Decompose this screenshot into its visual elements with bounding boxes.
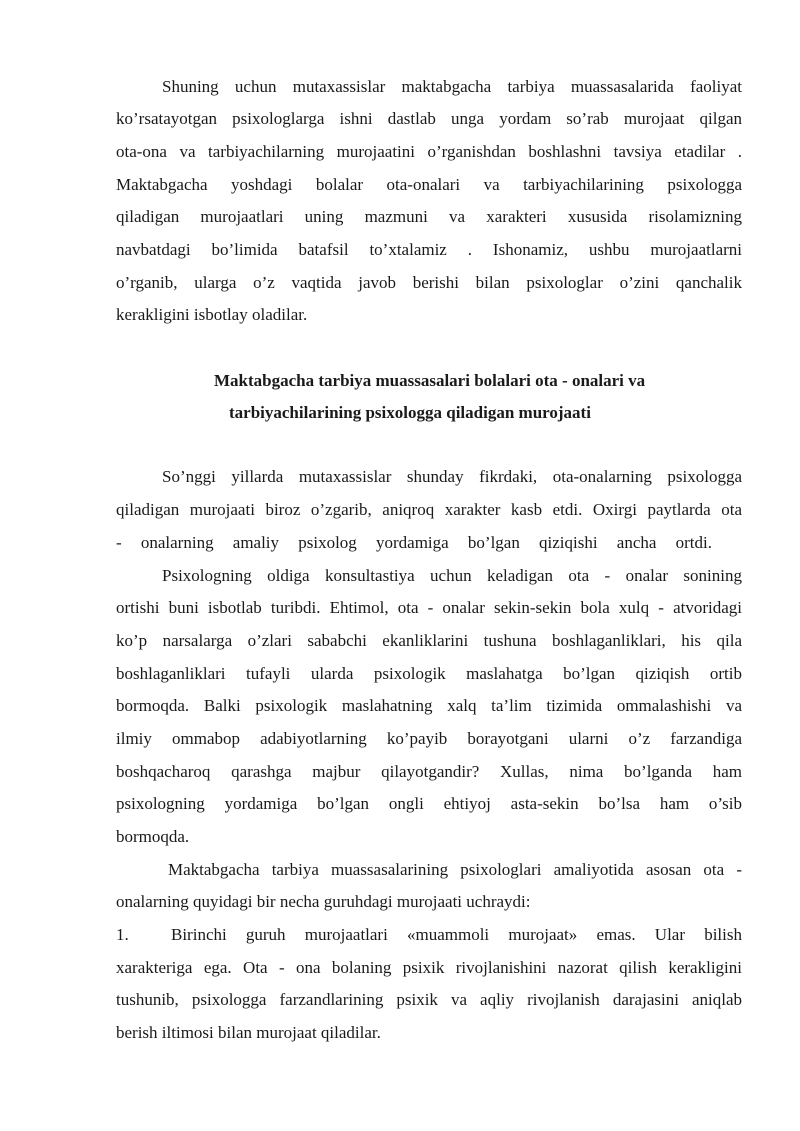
text-line: ko’rsatayotgan psixologlarga ishni dastlab unga yordam so’rab murojaat qilgan [116,109,742,128]
text-line: Birinchi guruh murojaatlari «muammoli murojaat» emas. Ular bilish [171,925,742,944]
text-line: So’nggi yillarda mutaxassislar shunday fikrdaki, ota-onalarning psixologga [162,467,742,486]
text-line: navbatdagi bo’limida batafsil to’xtalamiz . Ishonamiz, ushbu murojaatlarni [116,240,742,259]
text-line: Maktabgacha tarbiya muassasalarining psixologlari amaliyotida asosan ota - [168,860,742,879]
text-line: - onalarning amaliy psixolog yordamiga bo’lgan qiziqishi ancha ortdi. [116,533,712,552]
text-line: berish iltimosi bilan murojaat qiladilar. [116,1023,381,1042]
heading-line-1: Maktabgacha tarbiya muassasalari bolalari ota - onalari va [214,371,646,390]
text-line: ko’p narsalarga o’zlari sababchi ekanliklarini tushuna boshlaganliklari, his qila [116,631,742,650]
text-line: bormoqda. Balki psixologik maslahatning xalq ta’lim tizimida ommalashishi va [116,696,742,715]
text-line: qiladigan murojaati biroz o’zgarib, aniqroq xarakter kasb etdi. Oxirgi paytlarda ota [116,500,742,519]
text-line: psixologning yordamiga bo’lgan ongli ehtiyoj asta-sekin bo’lsa ham o’sib [116,794,742,813]
text-line: boshlaganliklari tufayli ularda psixologik maslahatga bo’lgan qiziqish ortib [116,664,742,683]
text-line: tushunib, psixologga farzandlarining psixik va aqliy rivojlanish darajasini aniqlab [116,990,742,1009]
heading-line-2: tarbiyachilarining psixologga qiladigan murojaati [229,403,591,422]
list-number: 1. [116,925,129,944]
text-line: qiladigan murojaatlari uning mazmuni va xarakteri xususida risolamizning [116,207,742,226]
text-line: xarakteriga ega. Ota - ona bolaning psixik rivojlanishini nazorat qilish kerakligini [116,958,742,977]
text-line: Psixologning oldiga konsultastiya uchun keladigan ota - onalar sonining [162,566,742,585]
text-line: Maktabgacha yoshdagi bolalar ota-onalari va tarbiyachilarining psixologga [116,175,742,194]
text-line: o’rganib, ularga o’z vaqtida javob berishi bilan psixologlar o’zini qanchalik [116,273,742,292]
text-line: kerakligini isbotlay oladilar. [116,305,308,324]
text-line: ilmiy ommabop adabiyotlarning ko’payib borayotgani ularni o’z farzandiga [116,729,742,748]
text-line: ortishi buni isbotlab turibdi. Ehtimol, ota - onalar sekin-sekin bola xulq - atvoridagi [116,598,742,617]
text-line: boshqacharoq qarashga majbur qilayotgandir? Xullas, nima bo’lganda ham [116,762,742,781]
text-line: bormoqda. [116,827,190,846]
text-line: ota-ona va tarbiyachilarning murojaatini o’rganishdan boshlashni tavsiya etadilar . [116,142,742,161]
text-line: onalarning quyidagi bir necha guruhdagi murojaati uchraydi: [116,892,531,911]
text-line: Shuning uchun mutaxassislar maktabgacha tarbiya muassasalarida faoliyat [162,77,742,96]
